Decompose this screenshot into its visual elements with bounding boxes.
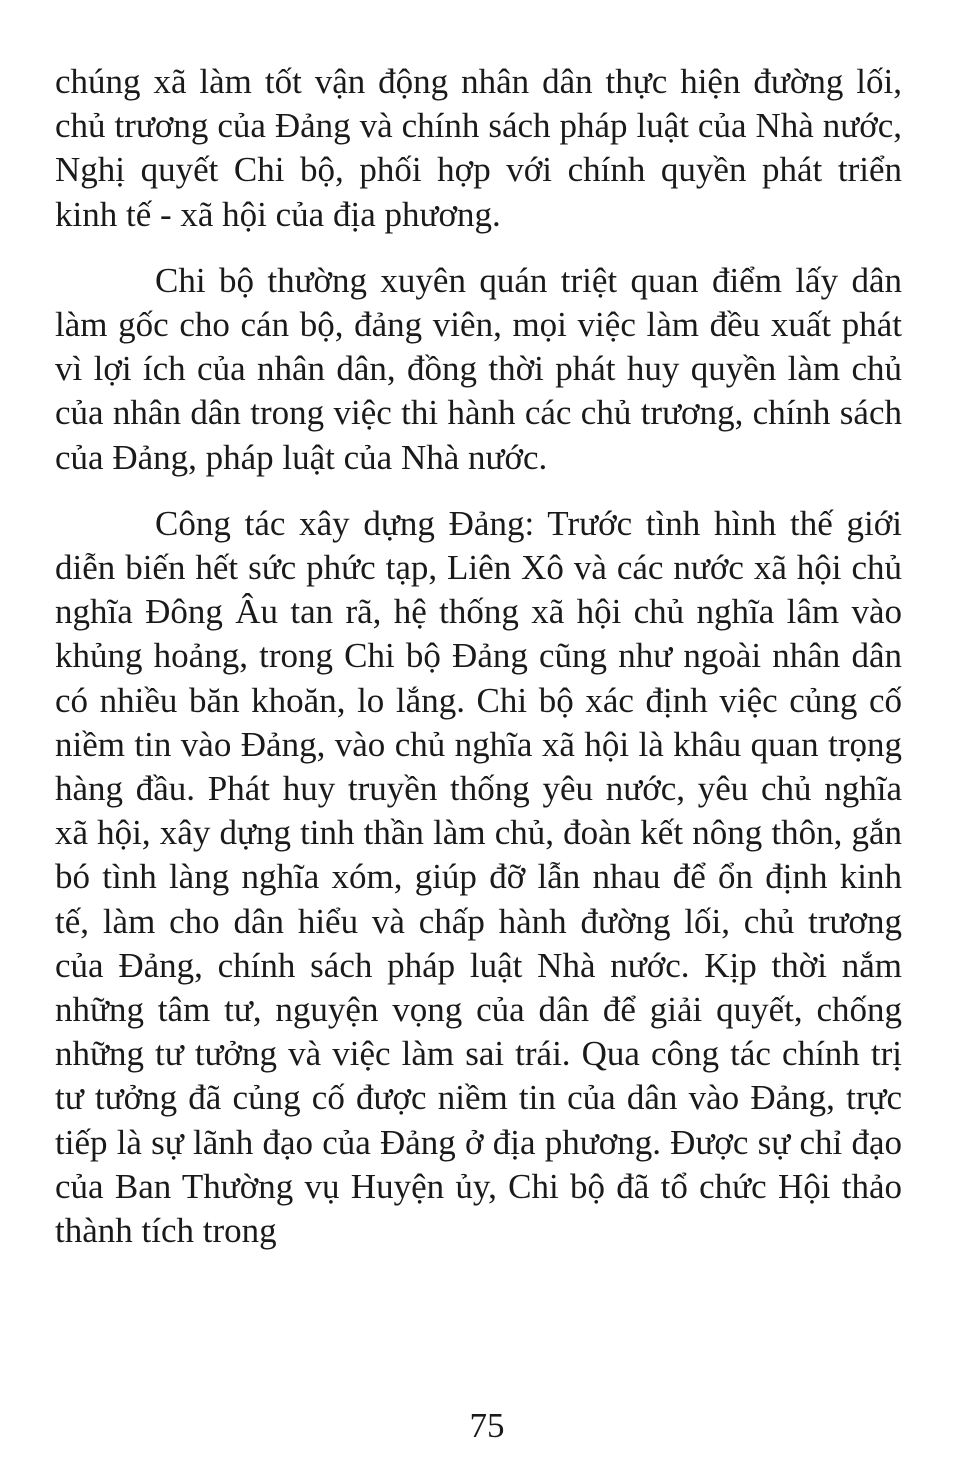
paragraph-3: Công tác xây dựng Đảng: Trước tình hình thế giới diễn biến hết sức phức tạp, Liên Xô và các nước xã hội chủ nghĩa Đông Âu tan rã, hệ thống xã hội chủ nghĩa lâm vào khủng hoảng, trong Chi bộ Đảng cũng như ngoài nhân dân có nhiều băn khoăn, lo lắng. Chi bộ xác định việc củng cố niềm tin vào Đảng, vào chủ nghĩa xã hội là khâu quan trọng hàng đầu. Phát huy truyền thống yêu nước, yêu chủ nghĩa xã hội, xây dựng tinh thần làm chủ, đoàn kết nông thôn, gắn bó tình làng nghĩa xóm, giúp đỡ lẫn nhau để ổn định kinh tế, làm cho dân hiểu và chấp hành đường lối, chủ trương của Đảng, chính sách pháp luật Nhà nước. Kịp thời nắm những tâm tư, nguyện vọng của dân để giải quyết, chống những tư tưởng và việc làm sai trái. Qua công tác chính trị tư tưởng đã củng cố được niềm tin của dân vào Đảng, trực tiếp là sự lãnh đạo của Đảng ở địa phương. Được sự chỉ đạo của Ban Thường vụ Huyện ủy, Chi bộ đã tổ chức Hội thảo thành tích trong [55,503,902,1251]
page-body [55,60,902,1275]
paragraph-1: chúng xã làm tốt vận động nhân dân thực hiện đường lối, chủ trương của Đảng và chính sách pháp luật của Nhà nước, Nghị quyết Chi bộ, phối hợp với chính quyền phát triển kinh tế - xã hội của địa phương. [55,62,902,234]
paragraph-2: Chi bộ thường xuyên quán triệt quan điểm lấy dân làm gốc cho cán bộ, đảng viên, mọi việc làm đều xuất phát vì lợi ích của nhân dân, đồng thời phát huy quyền làm chủ của nhân dân trong việc thi hành các chủ trương, chính sách của Đảng, pháp luật của Nhà nước. [55,260,902,477]
page-number: 75 [469,1406,505,1445]
